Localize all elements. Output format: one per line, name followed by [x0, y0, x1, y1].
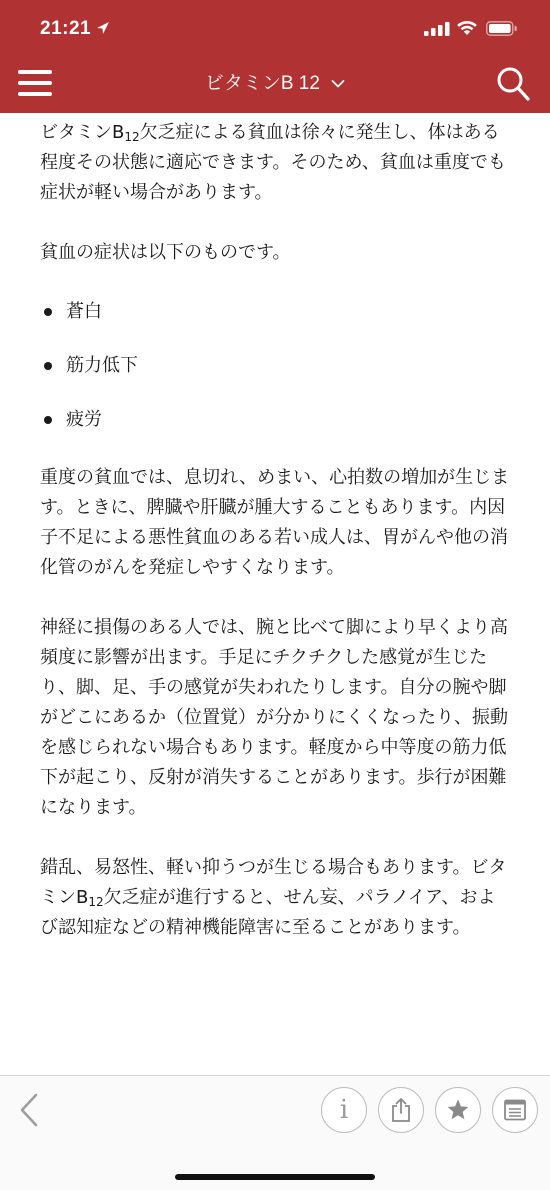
- home-indicator: [175, 1174, 375, 1180]
- info-icon: i: [339, 1095, 349, 1125]
- nav-bar: [0, 58, 550, 113]
- chevron-down-icon: [331, 79, 345, 89]
- header-bar: [0, 0, 550, 113]
- status-bar: [0, 0, 550, 58]
- share-icon: [389, 1097, 413, 1123]
- contents-button[interactable]: [492, 1087, 538, 1133]
- wifi-icon: [456, 20, 478, 36]
- paragraph-3: 重度の貧血では、息切れ、めまい、心拍数の増加が生じます。ときに、脾臓や肝臓が腫大することもあります。内因子不足による悪性貧血のある若い成人は、胃がんや他の消化管のがんを発症しやすくなります。: [40, 467, 510, 578]
- page-title: ビタミンB 12: [204, 73, 320, 94]
- article-body: [40, 118, 510, 973]
- page-title-dropdown[interactable]: [0, 68, 550, 95]
- star-icon: [446, 1098, 470, 1122]
- cellular-signal-icon: [424, 22, 450, 36]
- paragraph-2: 貧血の症状は以下のものです。: [40, 242, 291, 263]
- share-button[interactable]: [378, 1087, 424, 1133]
- info-button[interactable]: [321, 1087, 367, 1133]
- list-item: 疲労: [40, 406, 510, 433]
- paragraph-5: 錯乱、易怒性、軽い抑うつが生じる場合もあります。ビタミン$B_{12}$欠乏症が進行すると、せん妄、パラノイア、および認知症などの精神機能障害に至ることがあります。: [40, 857, 507, 938]
- location-arrow-icon: [95, 20, 111, 36]
- list-icon: [503, 1099, 527, 1121]
- favorite-button[interactable]: [435, 1087, 481, 1133]
- paragraph-4: 神経に損傷のある人では、腕と比べて脚により早くより高頻度に影響が出ます。手足にチクチクした感覚が生じたり、脚、足、手の感覚が失われたりします。自分の腕や脚がどこにあるか（位置覚）が分かりにくくなったり、振動を感じられない場合もあります。軽度から中等度の筋力低下が起こり、反射が消失することがあります。歩行が困難になります。: [40, 617, 508, 818]
- bottom-toolbar: [0, 1075, 550, 1190]
- status-time: 21:21: [40, 18, 92, 39]
- search-icon[interactable]: [493, 64, 533, 104]
- list-item: 蒼白: [40, 298, 510, 325]
- battery-icon: [486, 21, 518, 36]
- list-item: 筋力低下: [40, 352, 510, 379]
- chevron-left-icon[interactable]: [14, 1092, 44, 1128]
- symptom-list: [40, 298, 510, 433]
- paragraph-1: ビタミン$B_{12}$欠乏症による貧血は徐々に発生し、体はある程度その状態に適応できます。そのため、貧血は重度でも症状が軽い場合があります。: [40, 122, 506, 203]
